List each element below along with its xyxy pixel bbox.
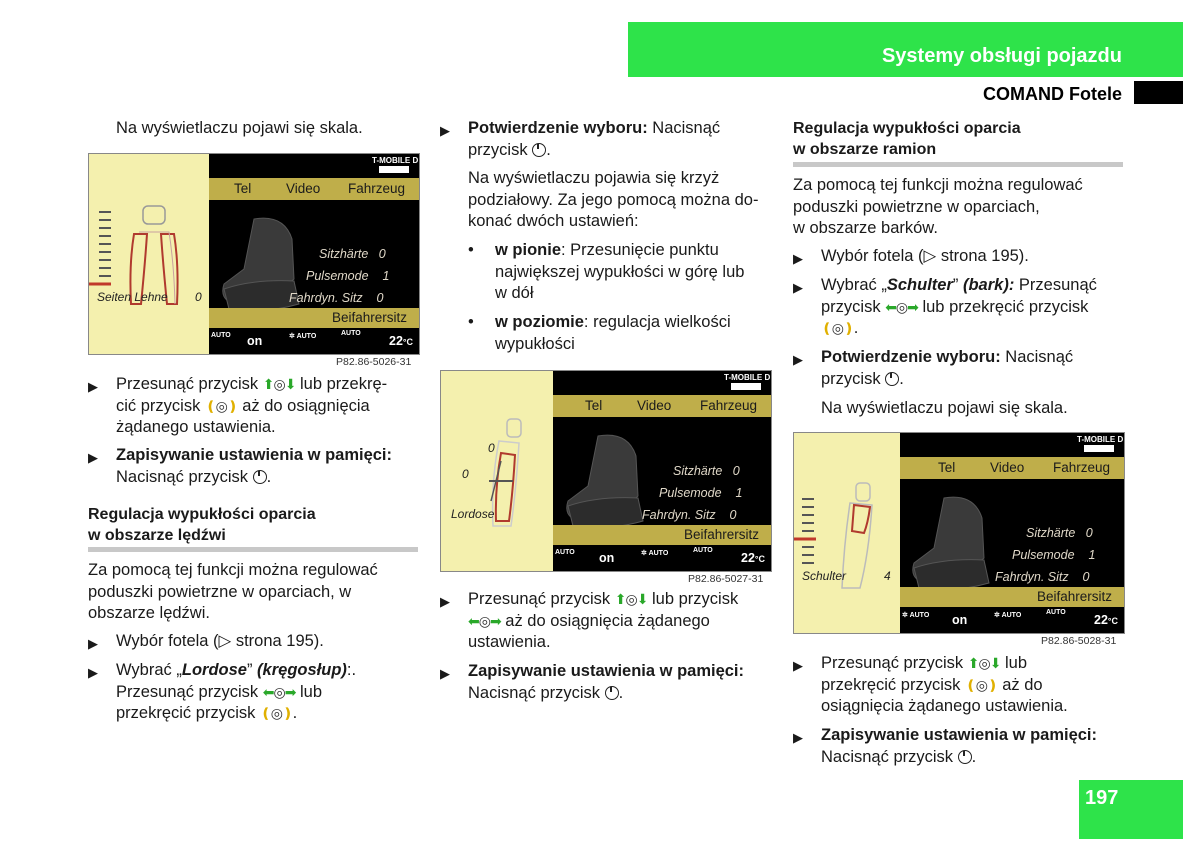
left-right-control-icon: ⬅◎➡ xyxy=(885,298,918,315)
col3-scale-note: Na wyświetlaczu pojawi się skala. xyxy=(821,399,1068,417)
seat-image xyxy=(904,488,1004,598)
airflow-auto[interactable]: AUTO xyxy=(341,330,361,337)
climate-on[interactable]: on xyxy=(247,334,263,348)
menu-value: 1 xyxy=(382,269,390,283)
menu-value: 0 xyxy=(376,291,384,305)
col1-step-adjust: ▶ Przesunąć przycisk ⬆◎⬇ lub przekrę- cić przycisk ❪◎❫ aż do osiągnięcia żądanego ustawienia. xyxy=(88,375,388,436)
temperature-unit: °C xyxy=(1107,616,1119,626)
col2-step-confirm: ▶ Potwierdzenie wyboru: Nacisnąć przycisk . xyxy=(440,119,721,159)
seat-scale-graphic xyxy=(794,433,900,633)
scale-label: Seiten Lehne xyxy=(97,290,168,304)
col3-step-adjust: ▶ Przesunąć przycisk ⬆◎⬇ lub przekręcić przycisk ❪◎❫ aż do osiągnięcia żądanego ustawienia. xyxy=(793,654,1068,715)
divider xyxy=(88,547,418,552)
status-text: T-MOBILE D xyxy=(724,373,771,382)
menu-item-fahrdyn[interactable] xyxy=(642,508,737,522)
chapter-tab-marker xyxy=(1134,81,1183,104)
temperature[interactable] xyxy=(741,551,765,565)
menu-value: 1 xyxy=(1088,548,1096,562)
bullet-arrow: ▶ xyxy=(793,251,803,266)
col1-step-save: ▶ Zapisywanie ustawienia w pamięci: Nacisnąć przycisk . xyxy=(88,446,393,486)
temperature-value: 22 xyxy=(1094,613,1108,627)
tab-tel[interactable]: Tel xyxy=(234,181,252,196)
col3-step-confirm: ▶ Potwierdzenie wyboru: Nacisnąć przycisk . xyxy=(793,348,1074,388)
fan-auto-label: AUTO xyxy=(909,612,930,619)
col2-bullet-horizontal: • w poziomie: regulacja wielkości wypukłości xyxy=(468,313,731,353)
section-title: Systemy obsługi pojazdu xyxy=(881,45,1122,67)
menu-label: Pulsemode xyxy=(1012,548,1075,562)
col2-paragraph: Na wyświetlaczu pojawia się krzyż podziałowy. Za jego pomocą można do- konać dwóch ustawień: xyxy=(468,169,759,230)
bullet-arrow: ▶ xyxy=(793,658,803,673)
col3-paragraph: Za pomocą tej funkcji można regulować poduszki powietrzne w oparciach, w obszarze barków. xyxy=(793,176,1083,237)
menu-item-pulsemode[interactable] xyxy=(659,486,742,500)
scale-value: 0 xyxy=(195,290,202,304)
menu-value: 1 xyxy=(735,486,743,500)
tab-video[interactable]: Video xyxy=(286,181,321,196)
bullet-arrow: ▶ xyxy=(440,123,450,138)
col1-subheading: Regulacja wypukłości oparcia w obszarze lędźwi xyxy=(88,506,316,544)
menu-label: Sitzhärte xyxy=(1026,526,1076,540)
menu-label: Pulsemode xyxy=(659,486,722,500)
scale-panel xyxy=(794,433,900,633)
temperature-unit: °C xyxy=(402,337,414,347)
climate-on[interactable]: on xyxy=(952,613,968,627)
bullet-dot: • xyxy=(468,313,474,331)
horizontal-value: 0 xyxy=(462,467,469,481)
climate-auto-left: AUTO xyxy=(555,549,575,556)
fan-auto-label: AUTO xyxy=(296,333,317,340)
bullet-dot: • xyxy=(468,241,474,259)
menu-item-sitzharte[interactable] xyxy=(319,247,386,261)
rotary-control-icon: ❪◎❫ xyxy=(821,320,854,336)
seat-bar xyxy=(209,308,419,328)
menu-value: 0 xyxy=(729,508,737,522)
col3-step-select-seat: ▶ Wybór fotela (▷ strona 195). xyxy=(793,246,1128,268)
col3-subheading: Regulacja wypukłości oparcia w obszarze ramion xyxy=(793,120,1021,158)
menu-label: Sitzhärte xyxy=(673,464,723,478)
bullet-arrow: ▶ xyxy=(793,352,803,367)
temperature-unit: °C xyxy=(754,554,766,564)
fan-auto[interactable] xyxy=(994,611,1021,619)
climate-auto-left: AUTO xyxy=(211,332,231,339)
menu-label: Fahrdyn. Sitz xyxy=(289,291,363,305)
fan-icon: ✲ xyxy=(641,550,647,557)
rotary-control-icon: ❪◎❫ xyxy=(259,705,293,721)
bullet-arrow: ▶ xyxy=(88,636,98,651)
menu-value: 0 xyxy=(1085,526,1093,540)
tab-fahrzeug[interactable]: Fahrzeug xyxy=(700,398,758,413)
fan-icon: ✲ xyxy=(289,333,295,340)
scale-panel xyxy=(89,154,209,354)
signal-icon xyxy=(379,166,409,173)
press-button-icon xyxy=(253,470,267,484)
bullet-arrow: ▶ xyxy=(440,666,450,681)
rotary-control-icon: ❪◎❫ xyxy=(964,676,998,693)
menu-item-fahrdyn[interactable] xyxy=(995,570,1090,584)
seat-name: Beifahrersitz xyxy=(683,527,759,542)
divider xyxy=(793,162,1123,167)
up-down-control-icon: ⬆◎⬇ xyxy=(614,591,648,607)
bullet-arrow: ▶ xyxy=(88,379,98,394)
scale-panel xyxy=(441,371,553,571)
temperature-value: 22 xyxy=(741,551,755,565)
menu-item-sitzharte[interactable] xyxy=(673,464,740,478)
col1-step-select-seat: ▶ Wybór fotela (▷ strona 195). xyxy=(88,631,418,653)
seat-scale-graphic xyxy=(89,154,209,354)
airflow-auto[interactable]: AUTO xyxy=(693,547,713,554)
press-button-icon xyxy=(605,686,619,700)
left-right-control-icon: ⬅◎➡ xyxy=(262,683,296,700)
col1-intro: Na wyświetlaczu pojawi się skala. xyxy=(116,119,363,137)
rotary-control-icon: ❪◎❫ xyxy=(204,397,238,414)
col3-step-schulter: ▶ Wybrać „Schulter” (bark): Przesunąć przycisk ⬅◎➡ lub przekręcić przycisk ❪◎❫. xyxy=(793,276,1097,337)
seat-name: Beifahrersitz xyxy=(331,310,407,325)
menu-item-fahrdyn[interactable] xyxy=(289,291,384,305)
signal-icon xyxy=(1084,445,1114,452)
seat-bar xyxy=(553,525,771,545)
page-number: 197 xyxy=(1085,787,1119,809)
scale-label: Lordose xyxy=(451,507,495,521)
climate-on[interactable]: on xyxy=(599,551,615,565)
menu-label: Fahrdyn. Sitz xyxy=(995,570,1069,584)
tab-tel[interactable]: Tel xyxy=(585,398,603,413)
col1-step-lordose: ▶ Wybrać „Lordose” (kręgosłup):. Przesunąć przycisk ⬅◎➡ lub przekręcić przycisk ❪◎❫. xyxy=(88,661,357,722)
menu-value: 0 xyxy=(732,464,740,478)
tab-bar xyxy=(553,395,771,417)
fan-auto-label: AUTO xyxy=(1001,612,1022,619)
airflow-auto[interactable]: AUTO xyxy=(1046,609,1066,616)
status-text: T-MOBILE D xyxy=(372,156,419,165)
tab-bar xyxy=(209,178,419,200)
fan-auto-label: AUTO xyxy=(648,550,669,557)
menu-label: Sitzhärte xyxy=(319,247,369,261)
seat-crosshair-graphic xyxy=(441,371,553,571)
figure-lordose xyxy=(440,370,772,572)
bullet-arrow: ▶ xyxy=(88,450,98,465)
vertical-value: 0 xyxy=(488,441,495,455)
tab-video[interactable]: Video xyxy=(637,398,672,413)
temperature[interactable] xyxy=(1094,613,1118,627)
press-button-icon xyxy=(958,750,972,764)
status-text: T-MOBILE D xyxy=(1077,435,1124,444)
menu-value: 0 xyxy=(378,247,386,261)
tab-fahrzeug[interactable]: Fahrzeug xyxy=(348,181,406,196)
figure-code: P82.86-5028-31 xyxy=(1041,635,1117,647)
menu-item-pulsemode[interactable] xyxy=(1012,548,1095,562)
temperature[interactable] xyxy=(389,334,413,348)
temperature-value: 22 xyxy=(389,334,403,348)
menu-item-pulsemode[interactable] xyxy=(306,269,389,283)
figure-code: P82.86-5027-31 xyxy=(688,573,764,585)
press-button-icon xyxy=(532,143,546,157)
menu-label: Pulsemode xyxy=(306,269,369,283)
figure-code: P82.86-5026-31 xyxy=(336,356,412,368)
menu-value: 0 xyxy=(1082,570,1090,584)
fan-auto[interactable] xyxy=(289,332,316,340)
chapter-title: COMAND Fotele xyxy=(983,84,1122,104)
fan-auto-left[interactable] xyxy=(902,611,929,619)
bullet-arrow: ▶ xyxy=(440,594,450,609)
tab-fahrzeug[interactable]: Fahrzeug xyxy=(1053,460,1111,475)
bullet-arrow: ▶ xyxy=(793,280,803,295)
figure-schulter xyxy=(793,432,1125,634)
bullet-arrow: ▶ xyxy=(88,665,98,680)
col2-bullet-vertical: • w pionie: Przesunięcie punktu największej wypukłości w górę lub w dół xyxy=(468,241,745,302)
col2-step-adjust: ▶ Przesunąć przycisk ⬆◎⬇ lub przycisk ⬅◎➡ aż do osiągnięcia żądanego ustawienia. xyxy=(440,590,739,651)
menu-item-sitzharte[interactable] xyxy=(1026,526,1093,540)
seat-bar xyxy=(900,587,1124,607)
tab-bar xyxy=(900,457,1124,479)
tab-video[interactable]: Video xyxy=(990,460,1025,475)
menu-label: Fahrdyn. Sitz xyxy=(642,508,716,522)
up-down-control-icon: ⬆◎⬇ xyxy=(262,376,296,392)
left-right-control-icon: ⬅◎➡ xyxy=(468,612,501,629)
scale-value: 4 xyxy=(884,569,891,583)
signal-icon xyxy=(731,383,761,390)
fan-auto[interactable] xyxy=(641,549,668,557)
figure-seiten-lehne xyxy=(88,153,420,355)
fan-icon: ✲ xyxy=(902,612,908,619)
up-down-control-icon: ⬆◎⬇ xyxy=(967,655,1001,671)
scale-label: Schulter xyxy=(802,569,847,583)
col3-step-save: ▶ Zapisywanie ustawienia w pamięci: Nacisnąć przycisk . xyxy=(793,726,1098,766)
col1-paragraph: Za pomocą tej funkcji można regulować poduszki powietrzne w oparciach, w obszarze lędźwi. xyxy=(88,561,378,622)
tab-tel[interactable]: Tel xyxy=(938,460,956,475)
seat-name: Beifahrersitz xyxy=(1036,589,1112,604)
press-button-icon xyxy=(885,372,899,386)
col2-step-save: ▶ Zapisywanie ustawienia w pamięci: Nacisnąć przycisk . xyxy=(440,662,745,702)
bullet-arrow: ▶ xyxy=(793,730,803,745)
fan-icon: ✲ xyxy=(994,612,1000,619)
